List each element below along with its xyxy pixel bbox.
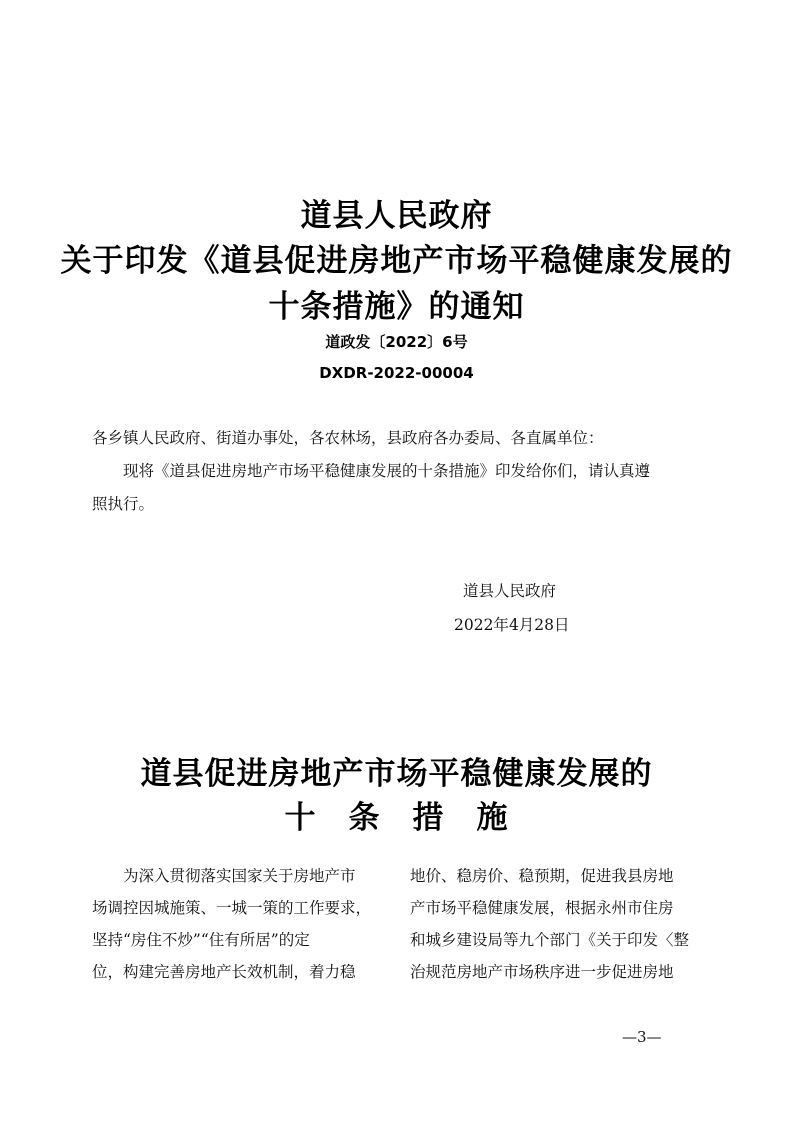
measures-title-line-2: 十 条 措 施 bbox=[284, 800, 509, 836]
left-col-line-3: 坚持“房住不炒”“住有所居”的定 bbox=[92, 931, 310, 949]
notice-body-line-2: 照执行。 bbox=[92, 495, 155, 513]
document-number: 道政发〔2022〕6号 bbox=[325, 333, 468, 351]
title-line-3: 十条措施》的通知 bbox=[268, 289, 525, 325]
left-col-line-4: 位，构建完善房地产长效机制，着力稳 bbox=[92, 963, 356, 981]
left-col-line-1: 为深入贯彻落实国家关于房地产市 bbox=[123, 867, 356, 885]
right-col-line-3: 和城乡建设局等九个部门《关于印发〈整 bbox=[410, 931, 690, 949]
right-col-line-1: 地价、稳房价、稳预期，促进我县房地 bbox=[410, 867, 674, 885]
document-code: DXDR-2022-00004 bbox=[319, 364, 474, 382]
right-column bbox=[410, 860, 710, 988]
issue-date: 2022年4月28日 bbox=[454, 616, 570, 634]
recipients: 各乡镇人民政府、街道办事处，各农林场，县政府各办委局、各直属单位： bbox=[92, 429, 604, 447]
signature: 道县人民政府 bbox=[463, 582, 557, 600]
right-col-line-4: 治规范房地产市场秩序进一步促进房地 bbox=[410, 963, 674, 981]
measures-title-line-1: 道县促进房地产市场平稳健康发展的 bbox=[140, 756, 653, 792]
title-line-2: 关于印发《道县促进房地产市场平稳健康发展的 bbox=[60, 243, 733, 279]
left-col-line-2: 场调控因城施策、一城一策的工作要求， bbox=[92, 899, 372, 917]
page-number: —3— bbox=[622, 1028, 662, 1046]
notice-body-line-1: 现将《道县促进房地产市场平稳健康发展的十条措施》印发给你们，请认真遵 bbox=[123, 462, 651, 480]
right-col-line-2: 产市场平稳健康发展，根据永州市住房 bbox=[410, 899, 674, 917]
left-column bbox=[92, 860, 392, 988]
title-line-1: 道县人民政府 bbox=[300, 198, 493, 234]
